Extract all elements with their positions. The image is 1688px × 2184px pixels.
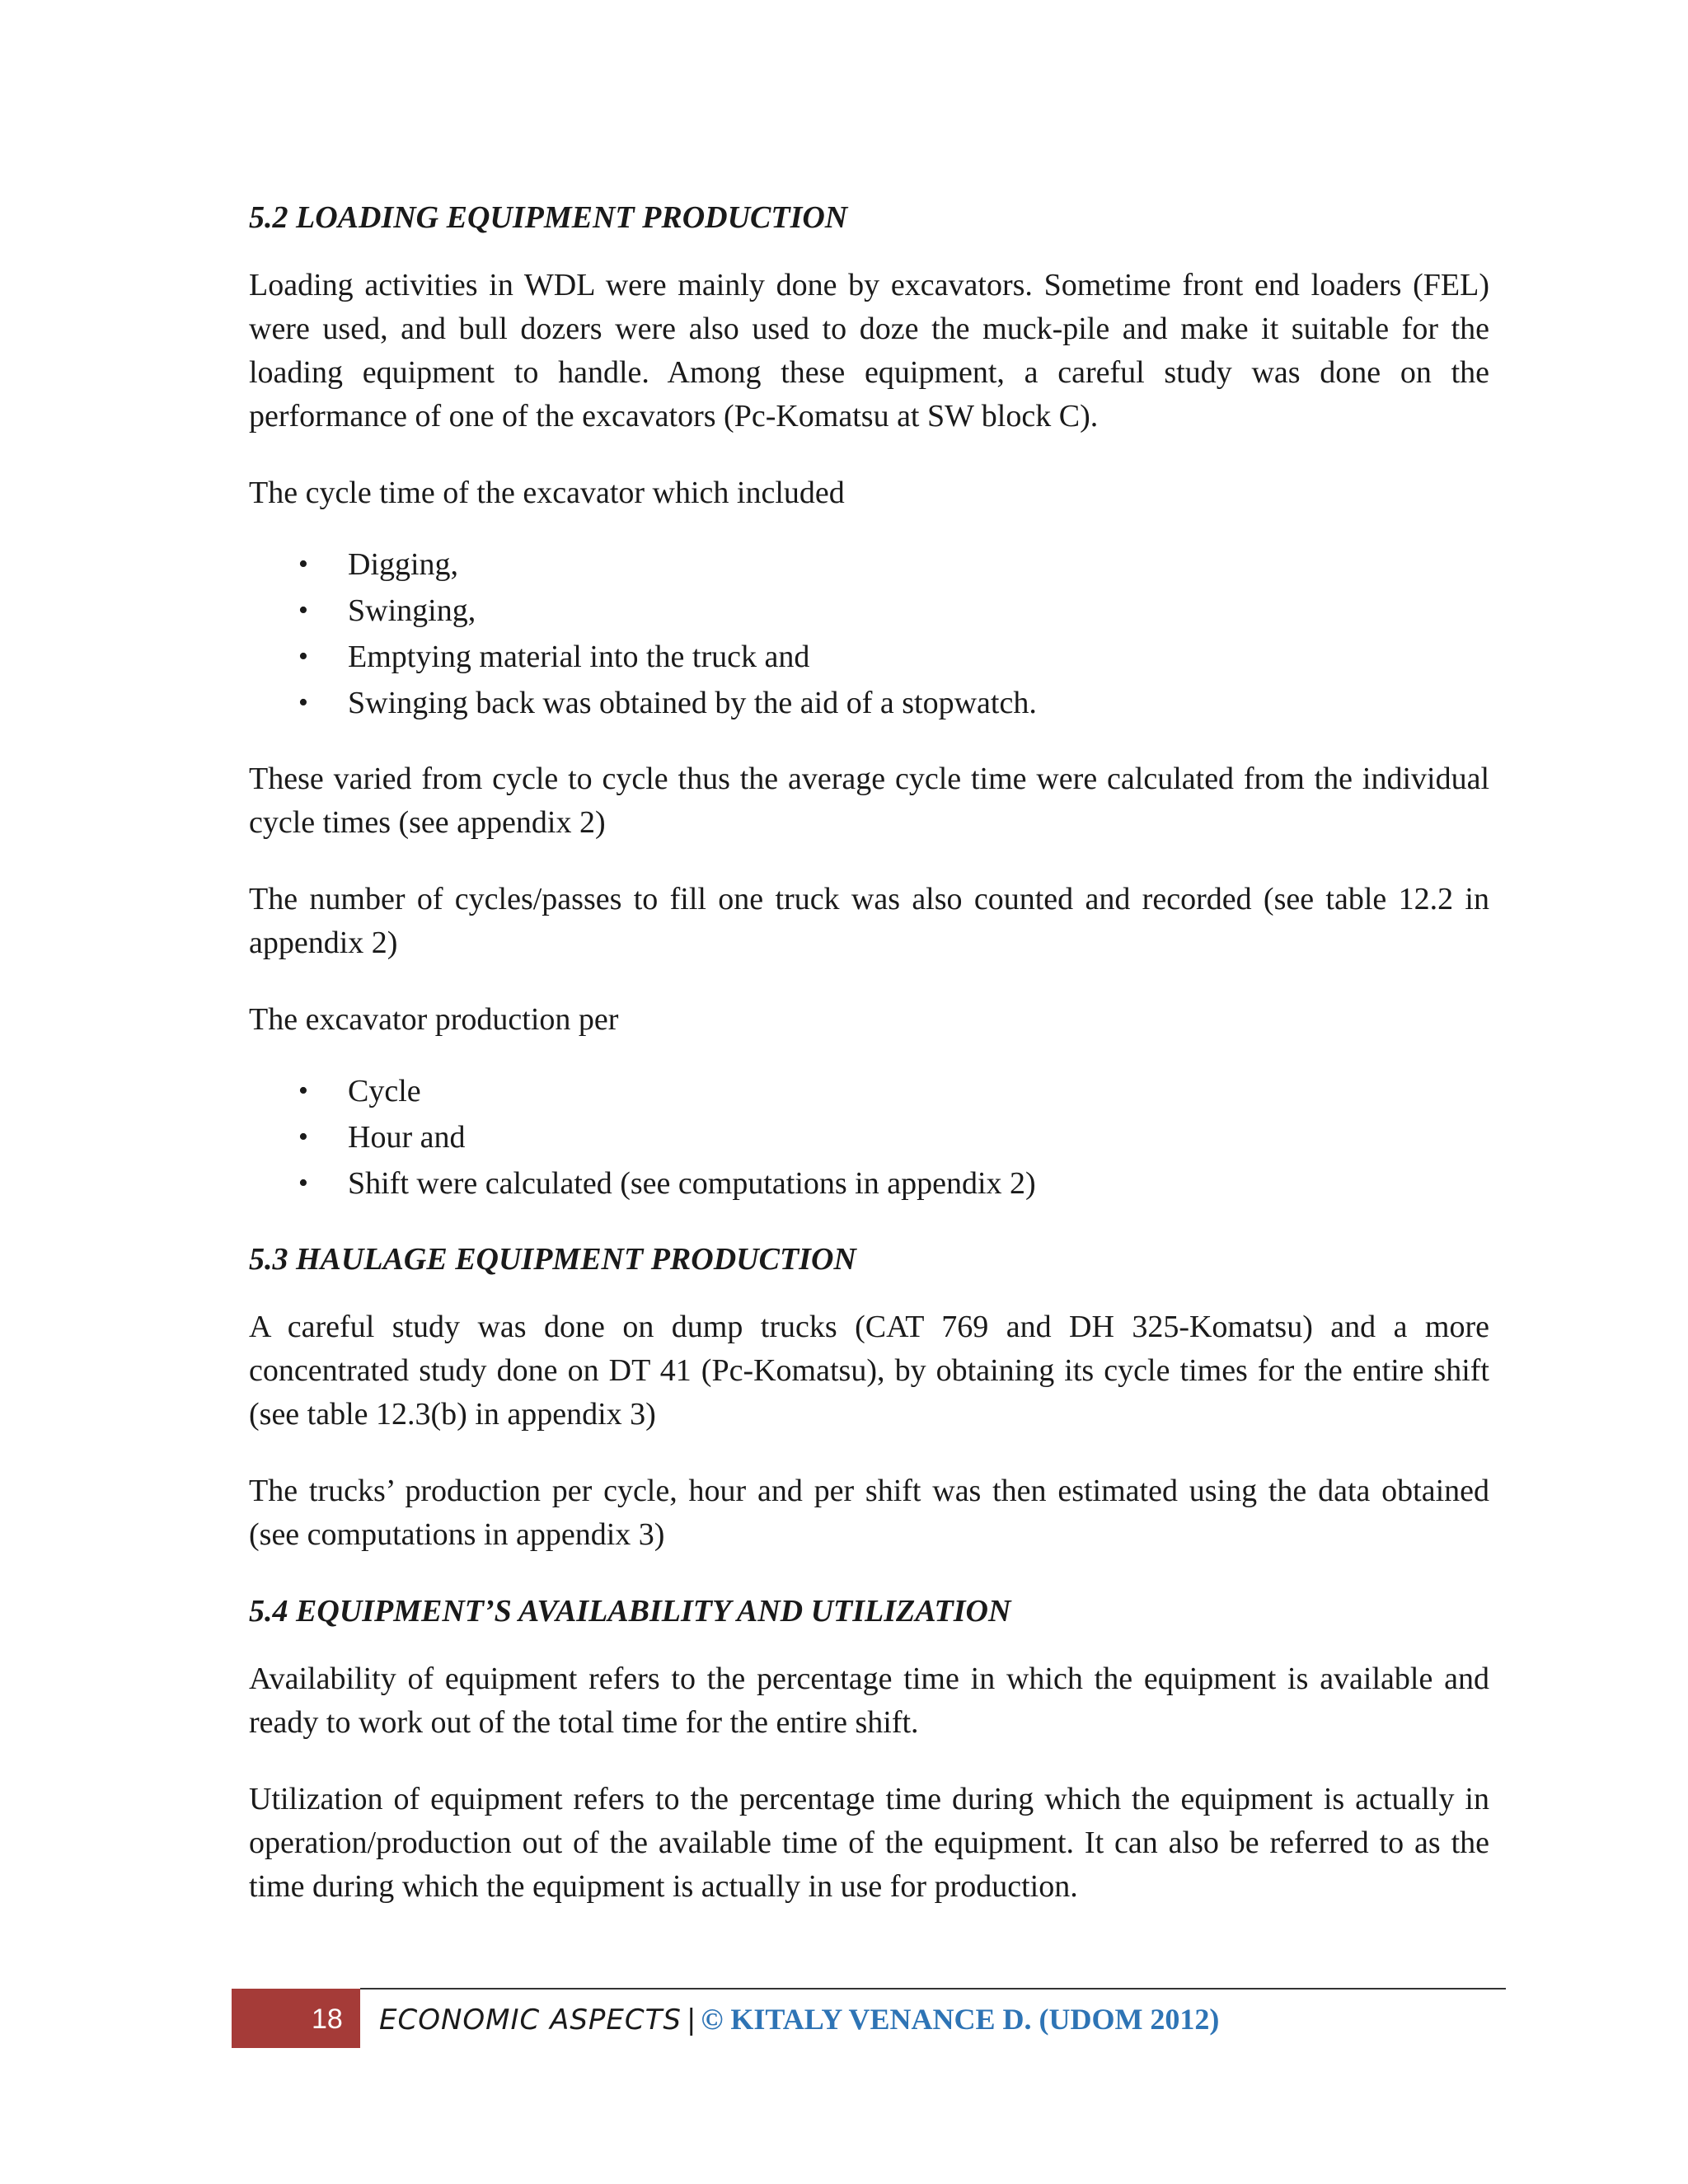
page-number: 18 xyxy=(312,2004,343,2035)
list-item: • Swinging, xyxy=(249,588,1489,634)
list-item: • Shift were calculated (see computations in appendix 2) xyxy=(249,1160,1489,1207)
footer-separator: | xyxy=(687,2004,696,2036)
list-item: • Digging, xyxy=(249,541,1489,588)
bullet-list-production xyxy=(249,1068,1489,1207)
bullet-icon: • xyxy=(298,1122,308,1152)
page-content xyxy=(249,196,1489,1942)
paragraph: Availability of equipment refers to the percentage time in which the equipment is available and ready to work out of the total time for the entire shift. xyxy=(249,1661,1489,1740)
footer-divider xyxy=(360,1988,1506,1990)
section-heading-5-3: 5.3 HAULAGE EQUIPMENT PRODUCTION xyxy=(249,1242,856,1277)
bullet-icon: • xyxy=(298,687,308,718)
section-heading-5-4: 5.4 EQUIPMENT’S AVAILABILITY AND UTILIZATION xyxy=(249,1594,1011,1629)
paragraph: Utilization of equipment refers to the percentage time during which the equipment is actually in operation/production out of the available time of the equipment. It can also be referred to as the time during which the equipment is actually in use for production. xyxy=(249,1782,1489,1904)
paragraph: These varied from cycle to cycle thus the average cycle time were calculated from the individual cycle times (see appendix 2) xyxy=(249,762,1489,840)
footer-section-title: ECONOMIC ASPECTS xyxy=(379,2004,682,2036)
paragraph: The cycle time of the excavator which included xyxy=(249,476,845,510)
footer xyxy=(379,2001,1219,2038)
paragraph: Loading activities in WDL were mainly done by excavators. Sometime front end loaders (FEL) were used, and bull dozers were also used to doze the muck-pile and make it suitable for the loading equipment to handle. Among these equipment, a careful study was done on the performance of one of the excavators (Pc-Komatsu at SW block C). xyxy=(249,268,1489,434)
bullet-icon: • xyxy=(298,641,308,672)
section-heading-5-2: 5.2 LOADING EQUIPMENT PRODUCTION xyxy=(249,200,848,235)
paragraph: The trucks’ production per cycle, hour and per shift was then estimated using the data obtained (see computations in appendix 3) xyxy=(249,1474,1489,1552)
bullet-icon: • xyxy=(298,1076,308,1106)
footer-copyright: © KITALY VENANCE D. (UDOM 2012) xyxy=(701,2003,1220,2036)
paragraph: The number of cycles/passes to fill one truck was also counted and recorded (see table 12.2 in appendix 2) xyxy=(249,882,1489,960)
bullet-icon: • xyxy=(298,1168,308,1198)
list-item: • Cycle xyxy=(249,1068,1489,1114)
bullet-icon: • xyxy=(298,549,308,579)
list-item: • Hour and xyxy=(249,1114,1489,1160)
bullet-list-cycle-steps xyxy=(249,541,1489,726)
list-item: • Emptying material into the truck and xyxy=(249,634,1489,680)
list-item: • Swinging back was obtained by the aid of a stopwatch. xyxy=(249,680,1489,726)
paragraph: The excavator production per xyxy=(249,1002,619,1037)
paragraph: A careful study was done on dump trucks (CAT 769 and DH 325-Komatsu) and a more concentrated study done on DT 41 (Pc-Komatsu), by obtaining its cycle times for the entire shift (see table 12.3(b) in appendix 3) xyxy=(249,1310,1489,1432)
bullet-icon: • xyxy=(298,595,308,626)
